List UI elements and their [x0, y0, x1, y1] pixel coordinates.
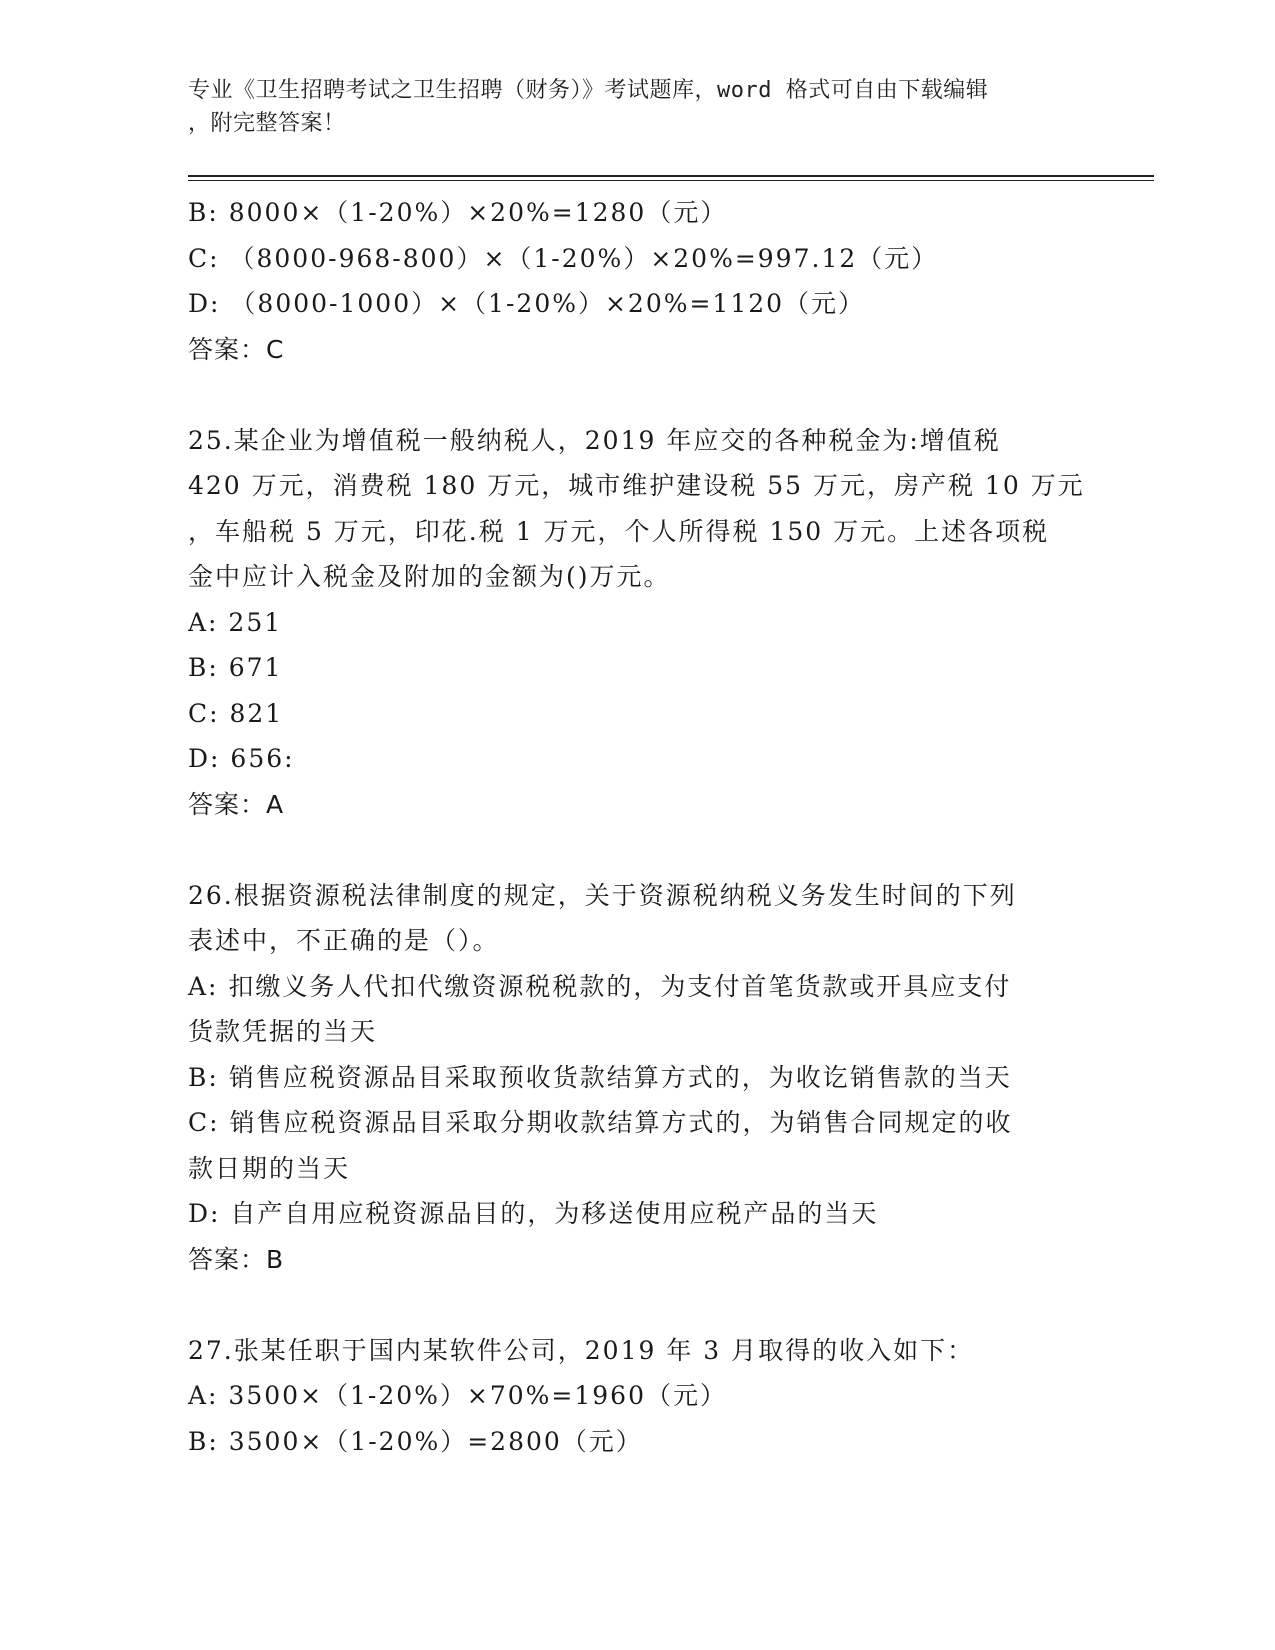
q26-option-c-line-2: 款日期的当天 [188, 1153, 351, 1183]
q25-option-b: B: 671 [188, 653, 283, 682]
q24-option-d: D: （8000-1000）×（1-20%）×20%=1120（元） [188, 289, 866, 318]
q26-option-b: B: 销售应税资源品目采取预收货款结算方式的，为收讫销售款的当天 [188, 1062, 1012, 1092]
q25-answer: 答案：A [188, 789, 285, 819]
q26-stem-line-1: 26.根据资源税法律制度的规定，关于资源税纳税义务发生时间的下列 [188, 880, 1017, 910]
question-content [188, 190, 1088, 1464]
spacer [188, 1282, 1088, 1328]
question-26 [188, 873, 1088, 1283]
q26-stem-line-2: 表述中，不正确的是（）。 [188, 926, 500, 955]
q27-stem-line-1: 27.张某任职于国内某软件公司，2019 年 3 月取得的收入如下： [188, 1335, 975, 1365]
question-24 [188, 190, 1088, 372]
q25-option-a: A: 251 [188, 607, 283, 637]
q25-stem-line-2: 420 万元，消费税 180 万元，城市维护建设税 55 万元，房产税 10 万元 [188, 471, 1085, 500]
q26-option-d: D: 自产自用应税资源品目的，为移送使用应税产品的当天 [188, 1199, 879, 1228]
q25-stem-line-1: 25.某企业为增值税一般纳税人，2019 年应交的各种税金为:增值税 [188, 425, 1001, 455]
page-header [188, 74, 1078, 140]
spacer [188, 827, 1088, 873]
q26-option-c-line-1: C: 销售应税资源品目采取分期收款结算方式的，为销售合同规定的收 [188, 1108, 1013, 1137]
q25-stem-line-3: ，车船税 5 万元，印花.税 1 万元，个人所得税 150 万元。上述各项税 [188, 516, 1050, 546]
q25-stem-line-4: 金中应计入税金及附加的金额为()万元。 [188, 562, 671, 591]
question-27 [188, 1328, 1088, 1465]
spacer [188, 372, 1088, 418]
question-25 [188, 418, 1088, 828]
q27-option-b: B: 3500×（1-20%）=2800（元） [188, 1426, 643, 1456]
q25-option-d: D: 656: [188, 744, 295, 773]
q24-option-b: B: 8000×（1-20%）×20%=1280（元） [188, 198, 728, 227]
q26-option-a-line-1: A: 扣缴义务人代扣代缴资源税税款的，为支付首笔货款或开具应支付 [188, 971, 1012, 1001]
q24-answer: 答案：C [188, 334, 285, 364]
q26-option-a-line-2: 货款凭据的当天 [188, 1017, 378, 1046]
header-title-line-2: ，附完整答案！ [188, 111, 346, 136]
header-divider-thick [188, 175, 1154, 177]
q24-option-c: C: （8000-968-800）×（1-20%）×20%=997.12（元） [188, 243, 939, 273]
q26-answer: 答案：B [188, 1244, 285, 1274]
q27-option-a: A: 3500×（1-20%）×70%=1960（元） [188, 1381, 727, 1410]
q25-option-c: C: 821 [188, 698, 284, 728]
header-divider-thin [188, 180, 1154, 181]
header-title-line-1: 专业《卫生招聘考试之卫生招聘（财务）》考试题库，word 格式可自由下载编辑 [188, 78, 989, 103]
